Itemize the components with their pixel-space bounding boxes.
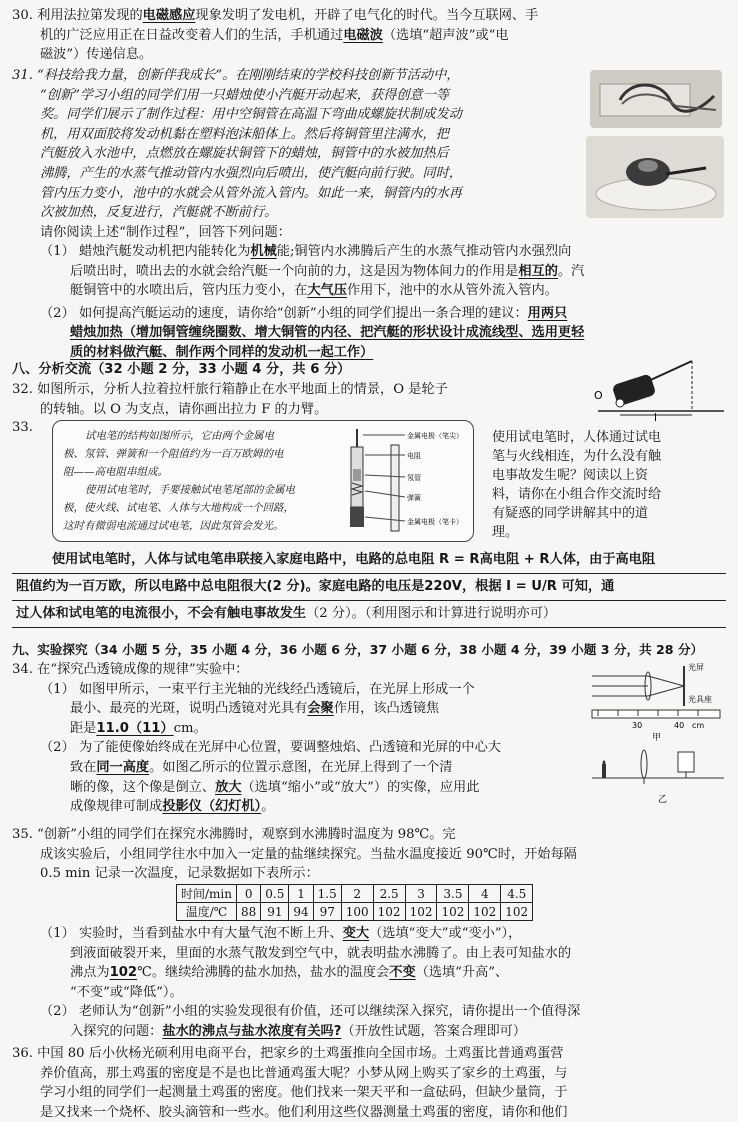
table-cell: 3 (405, 885, 437, 903)
q30-text: 磁波”）传递信息。 (40, 47, 153, 63)
fig-label: 40 (674, 721, 685, 730)
answer-blank: 变大 (342, 926, 370, 941)
q35-text: 35. “创新”小组的同学们在探究水沸腾时，观察到水沸腾时温度为 98℃。完 (12, 827, 456, 842)
table-cell: 4.5 (501, 885, 533, 903)
q30-text: （选填“超声波”或“电 (382, 27, 509, 43)
q35-text: 沸点为 (70, 965, 110, 981)
tester-info-text (63, 427, 323, 535)
q34-text: （1） 如图甲所示，一束平行主光轴的光线经凸透镜后，在光屏上形成一个 (40, 681, 475, 697)
table-cell: 100 (341, 903, 373, 921)
answer-blank: 电磁感应 (142, 8, 196, 23)
q35-text: （选填“升高”、 (415, 965, 509, 981)
tester-info-box (52, 420, 474, 542)
box-text-line: 阻——高电阻串组成。 (63, 466, 168, 478)
q33-number: 33. (12, 420, 33, 435)
answer-blank: 用两只 (527, 305, 568, 321)
q35-text: 到液面破裂开来，里面的水蒸气散发到空气中，就表明盐水沸腾了。由上表可知盐水的 (70, 945, 572, 961)
q35-text: ℃。继续给沸腾的盐水加热，盐水的温度会 (137, 965, 390, 981)
q31-text: 机，用双面胶将发动机黏在塑料泡沫船体上。然后将铜管里注满水，把 (40, 126, 449, 142)
table-cell: 2 (341, 885, 373, 903)
q33-answer (12, 547, 726, 628)
table-header: 时间/min (177, 885, 237, 903)
fig-label: 光具座 (688, 695, 712, 704)
q33-text: 笔与火线相连，为什么没有触 (492, 449, 662, 464)
q35-text: 入探究的问题： (70, 1023, 163, 1039)
q31-text: 次被加热，反复进行，汽艇就不断前行。 (40, 205, 278, 221)
table-row (177, 885, 533, 903)
q31-text: 作用下，池中的水从管外流入管内。 (346, 283, 558, 299)
q35-text: （1） 实验时，当看到盐水中有大量气泡不断上升、 (40, 926, 343, 941)
table-header: 温度/℃ (177, 903, 237, 921)
engine-photo-svg (590, 70, 722, 128)
fig-label: 光屏 (688, 663, 704, 672)
q31-text: 31. “科技给我力量，创新伴我成长”。在刚刚结束的学校科技创新节活动中， (12, 68, 460, 83)
fig-label: 30 (632, 721, 643, 730)
q33-text: 理。 (492, 525, 519, 540)
q33-text: 有疑惑的同学讲解其中的道 (492, 506, 649, 521)
table-cell: 0.5 (261, 885, 289, 903)
pen-label: 金属电极（笔尖） (407, 432, 463, 440)
q36-text: 36. 中国 80 后小伙杨光硕利用电商平台，把家乡的土鸡蛋推向全国市场。土鸡蛋比普通鸡蛋营 (12, 1046, 564, 1061)
pen-label: 金属电极（笔卡） (407, 518, 463, 526)
q34-text: 成像规律可制成 (70, 799, 163, 815)
table-cell: 3.5 (437, 885, 469, 903)
pivot-label: O (594, 389, 603, 402)
q34-text: 。 (261, 799, 275, 815)
fig-label: cm (692, 721, 705, 730)
q30-text: 30. 利用法拉第发现的 (12, 8, 143, 23)
q34-text: cm。 (173, 720, 207, 736)
fig-label: 乙 (658, 795, 668, 805)
table-cell: 88 (237, 903, 261, 921)
q31-text: （1） 蜡烛汽艇发动机把内能转化为 (40, 244, 251, 259)
q31-text: 奖。同学们展示了制作过程：用中空铜管在高温下弯曲成螺旋状制成发动 (40, 107, 462, 123)
q35-text: （选填“变大”或“变小”）， (369, 926, 522, 941)
answer-blank: 蜡烛加热（增加铜管缠绕圈数、增大铜管的内径、把汽艇的形状设计成流线型、选用更轻 (70, 325, 585, 341)
answer-blank: 投影仪（幻灯机） (162, 799, 262, 815)
q35-text: 0.5 min 记录一次温度，记录数据如下表所示： (40, 866, 319, 882)
answer-note: （2 分）。（利用图示和计算进行说明亦可） (306, 606, 557, 621)
question-33-number (12, 418, 52, 438)
table-cell: 102 (469, 903, 501, 921)
question-32 (12, 380, 572, 419)
table-cell: 2.5 (373, 885, 405, 903)
q36-text: 是又找来一个烧杯、胶头滴管和一些水。他们利用这些仪器测量土鸡蛋的密度，请你和他们 (40, 1104, 568, 1120)
q32-text: 32. 如图所示，分析人拉着拉杆旅行箱静止在水平地面上的情景，O 是轮子 (12, 382, 448, 397)
table-row (177, 903, 533, 921)
question-31 (12, 66, 572, 242)
answer-blank: 质的材料做汽艇、制作两个同样的发动机一起工作） (70, 344, 374, 360)
q31-text: 沸腾，产生的水蒸气推动管内水强烈向后喷出，使汽艇向前行驶。同时， (40, 165, 462, 181)
answer-blank: 会聚 (307, 701, 334, 717)
question-36 (12, 1044, 726, 1120)
q34-text: 距是 (70, 720, 97, 736)
q34-text: 致在 (70, 759, 97, 775)
question-35-parts (12, 924, 726, 1042)
q33-text: 料，请你在小组合作交流时给 (492, 487, 662, 502)
q31-text: 后喷出时，喷出去的水就会给汽艇一个向前的力，这是因为物体间力的作用是 (70, 263, 519, 279)
answer-blank: 机械 (250, 244, 277, 259)
q32-text: 的转轴。以 O 为支点，请你画出拉力 F 的力臂。 (40, 401, 328, 417)
question-35 (12, 825, 726, 884)
q31-text: 管内压力变小，池中的水就会从管外流入管内。如此一来，铜管内的水再 (40, 185, 462, 201)
q31-text: 艇铜管中的水喷出后，管内压力变小，在 (70, 283, 308, 299)
table-cell: 102 (405, 903, 437, 921)
table-cell: 0 (237, 885, 261, 903)
q34-text: 34. 在“探究凸透镜成像的规律”实验中： (12, 662, 249, 677)
answer-blank: 大气压 (307, 283, 347, 299)
table-cell: 1.5 (313, 885, 341, 903)
question-30 (12, 6, 726, 65)
q34-text: （选填“缩小”或“放大”）的实像，应用此 (241, 779, 480, 795)
q33-text: 使用试电笔时，人体通过试电 (492, 430, 662, 445)
question-31-parts (12, 242, 726, 363)
box-text-line: 极，使火线、试电笔、人体与大地构成一个回路， (63, 502, 294, 514)
answer-line: 过人体和试电笔的电流很小，不会有触电事故发生 (16, 606, 307, 621)
table-cell: 91 (261, 903, 289, 921)
question-34 (12, 660, 592, 817)
luggage-figure-svg (588, 355, 728, 424)
q30-text: 现象发明了发电机，开辟了电气化的时代。当今互联网、手 (195, 8, 539, 23)
pen-label: 氖管 (407, 474, 421, 482)
q31-text: “创新”学习小组的同学们用一只蜡烛使小汽艇开动起来，获得创意一等 (40, 87, 450, 103)
q30-text: 机的广泛应用正在日益改变着人们的生活，手机通过 (40, 27, 344, 43)
luggage-figure (588, 355, 728, 424)
section-heading: 八、分析交流（32 小题 2 分，33 小题 4 分，共 6 分） (12, 362, 351, 377)
q36-text: 学习小组的同学们一起测量土鸡蛋的密度。他们找来一架天平和一盒砝码，但缺少量筒，于 (40, 1085, 568, 1101)
q31-text: 能;铜管内水沸腾后产生的水蒸气推动管内水强烈向 (276, 244, 572, 259)
boat-photo-svg (586, 136, 724, 218)
answer-blank: 电磁波 (343, 27, 383, 43)
answer-blank: 不变 (389, 965, 416, 981)
pen-label: 电阻 (407, 452, 421, 460)
q34-text: 。如图乙所示的位置示意图，在光屏上得到了一个清 (149, 759, 453, 775)
answer-blank: 102 (109, 965, 138, 981)
temperature-table (176, 884, 533, 921)
box-text-line: 这时有微弱电流通过试电笔，因此氖管会发光。 (63, 520, 284, 532)
box-text-line: 试电笔的结构如图所示，它由两个金属电 (85, 430, 274, 442)
table-cell: 102 (501, 903, 533, 921)
table-cell: 102 (437, 903, 469, 921)
section-9 (12, 640, 726, 660)
lens-figures (588, 660, 728, 810)
pen-label: 弹簧 (407, 494, 421, 502)
q31-text: （2） 如何提高汽艇运动的速度，请你给“创新”小组的同学们提出一条合理的建议： (40, 305, 528, 321)
table-cell: 97 (313, 903, 341, 921)
q34-text: 作用，该凸透镜焦 (333, 701, 440, 717)
engine-photo (590, 70, 722, 128)
table-cell: 1 (289, 885, 313, 903)
fig-label: 甲 (652, 733, 662, 743)
q33-question-text (492, 428, 728, 542)
q31-text: 。汽 (557, 263, 585, 279)
tester-pen-diagram (343, 425, 469, 537)
q35-text: （开放性试题，答案合理即可） (341, 1023, 527, 1039)
table-cell: 102 (373, 903, 405, 921)
q34-text: 最小、最亮的光斑，说明凸透镜对光具有 (70, 701, 308, 717)
q34-text: （2） 为了能使像始终成在光屏中心位置，要调整烛焰、凸透镜和光屏的中心大 (40, 740, 501, 756)
answer-blank: 11.0（11） (96, 720, 174, 736)
table-cell: 4 (469, 885, 501, 903)
answer-blank: 相互的 (518, 263, 558, 279)
section-heading: 九、实验探究（34 小题 5 分，35 小题 4 分，36 小题 6 分，37 小题 6 分，38 小题 4 分，39 小题 3 分，共 28 分） (12, 642, 704, 657)
arm-label: l (654, 411, 658, 424)
answer-line: 阻值约为一百万欧，所以电路中总电阻很大(2 分)。家庭电路的电压是220V，根据 I = U/R 可知，通 (12, 574, 726, 601)
answer-blank: 盐水的沸点与盐水浓度有关吗? (162, 1023, 342, 1039)
q36-text: 养价值高，那土鸡蛋的密度是不是也比普通鸡蛋大呢？小梦从网上购买了家乡的土鸡蛋，与 (40, 1065, 568, 1081)
boat-photo (586, 136, 724, 218)
box-text-line: 使用试电笔时，手要接触试电笔尾部的金属电 (85, 484, 295, 496)
q31-text: 请你阅读上述“制作过程”，回答下列问题： (40, 224, 291, 240)
q31-text: 汽艇放入水池中，点燃放在螺旋状铜管下的蜡烛，铜管中的水被加热后 (40, 146, 449, 162)
answer-blank: 放大 (215, 779, 242, 795)
q33-text: 电事故发生呢？阅读以上资 (492, 468, 649, 483)
table-cell: 94 (289, 903, 313, 921)
answer-line: 使用试电笔时，人体与试电笔串联接入家庭电路中，电路的总电阻 R = R高电阻 + R人体，由于高电阻 (12, 547, 726, 574)
q34-text: 晰的像，这个像是倒立、 (70, 779, 216, 795)
answer-blank: 同一高度 (96, 759, 150, 775)
box-text-line: 极、氖管、弹簧和一个阻值约为一百万欧姆的电 (63, 448, 284, 460)
q35-text: “不变”或“降低”）。 (70, 984, 183, 1000)
q35-text: 成该实验后，小组同学往水中加入一定量的盐继续探究。当盐水温度接近 90℃时，开始每隔 (40, 846, 577, 862)
q35-text: （2） 老师认为“创新”小组的实验发现很有价值，还可以继续深入探究，请你提出一个值得深 (40, 1004, 581, 1020)
